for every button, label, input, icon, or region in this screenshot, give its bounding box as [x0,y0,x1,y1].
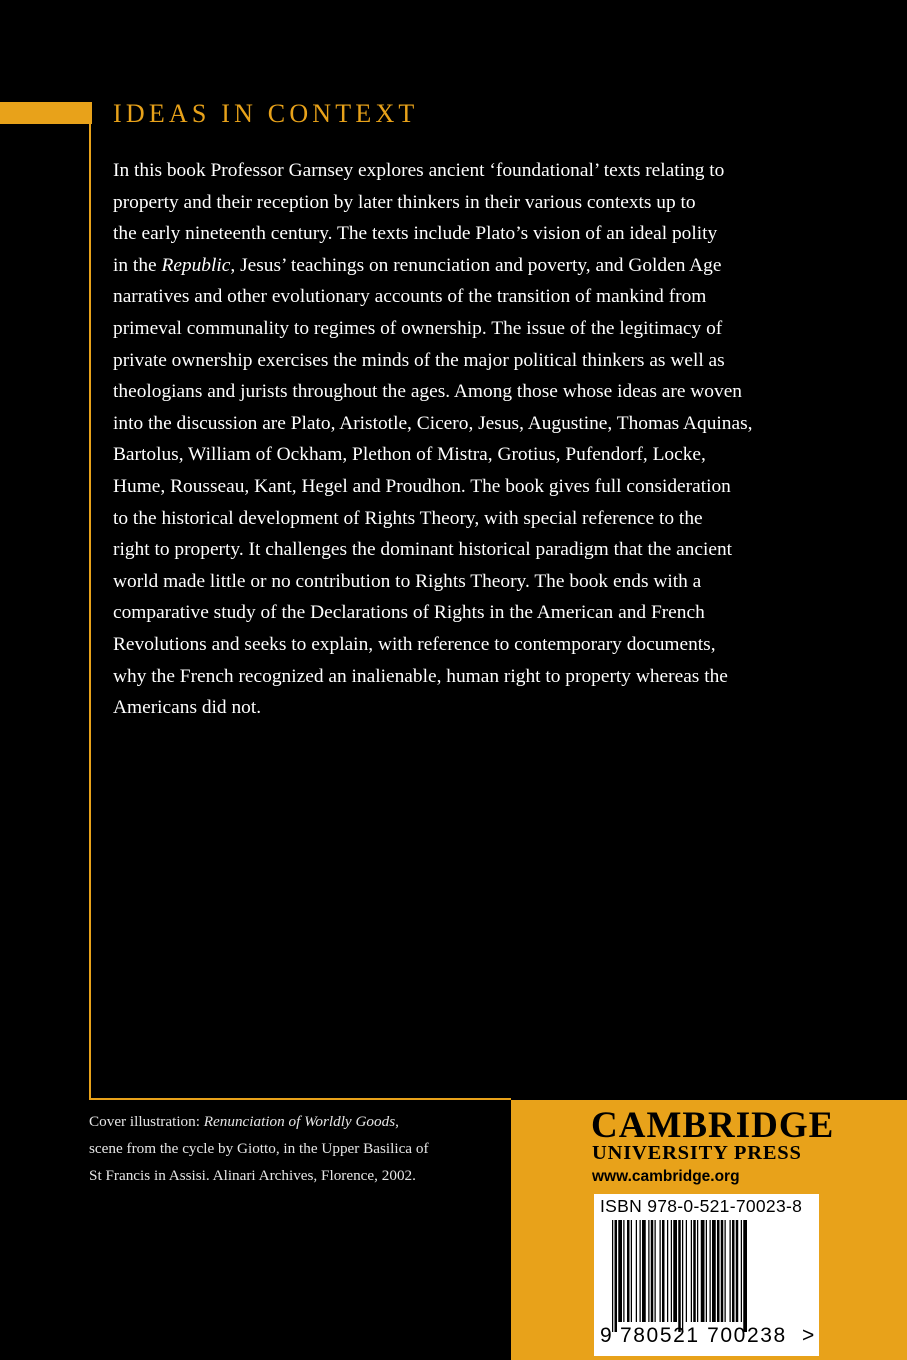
barcode-bar [732,1220,735,1322]
artwork-title: Renunciation of Worldly Goods [203,1113,396,1130]
barcode-bar [662,1220,665,1322]
barcode-bar [686,1220,687,1322]
barcode-bar [701,1220,705,1322]
barcode-bar [697,1220,698,1322]
barcode-bar [627,1220,630,1322]
blurb-line: Revolutions and seeks to explain, with reference to contemporary documents, [113,633,716,655]
barcode-bar [736,1220,739,1322]
barcode-bar [693,1220,696,1322]
blurb-line: private ownership exercises the minds of the major political thinkers as well as [113,349,725,371]
credit-line [89,1108,499,1135]
barcode-bar [743,1220,747,1332]
barcode-bar [636,1220,637,1322]
blurb-line: primeval communality to regimes of ownership. The issue of the legitimacy of [113,317,723,339]
publisher-url: www.cambridge.org [592,1168,740,1185]
frame-rule-bottom [89,1098,511,1100]
blurb-text: , Jesus’ teachings on renunciation and poverty, and Golden Age [230,254,722,276]
publisher-panel [511,1100,907,1360]
blurb-line: In this book Professor Garnsey explores ancient ‘foundational’ texts relating to [113,160,725,181]
blurb-line: Hume, Rousseau, Kant, Hegel and Proudhon. The book gives full consideration [113,475,731,497]
barcode-bar [678,1220,681,1332]
blurb-line: world made little or no contribution to Rights Theory. The book ends with a [113,570,702,592]
barcode-bar [612,1220,613,1332]
publisher-name: CAMBRIDGE [591,1105,835,1146]
barcode-bar [655,1220,656,1322]
barcode-bar [717,1220,720,1322]
barcode-bar [741,1220,742,1322]
barcode-bar [615,1220,618,1332]
book-description [113,155,813,724]
frame-rule-left [89,124,91,1100]
credit-text: Cover illustration: [89,1113,204,1130]
blurb-line: why the French recognized an inalienable, human right to property whereas the [113,665,728,687]
ean-quiet-zone-mark: > [802,1324,815,1347]
credit-line: St Francis in Assisi. Alinari Archives, Florence, 2002. [89,1167,416,1184]
publisher-subtitle: UNIVERSITY PRESS [592,1142,802,1164]
barcode-bars [598,1220,816,1336]
blurb-text: in the [113,254,162,276]
ean-first-digit: 9 [600,1324,612,1347]
barcode-bar [642,1220,646,1322]
series-title: IDEAS IN CONTEXT [113,99,419,128]
barcode-bar [691,1220,692,1322]
blurb-line: Bartolus, William of Ockham, Plethon of Mistra, Grotius, Pufendorf, Locke, [113,444,706,466]
barcode-bar [640,1220,641,1322]
barcode-bar [712,1220,716,1322]
barcode-bar [682,1220,683,1332]
barcode-bar [623,1220,624,1322]
blurb-line: comparative study of the Declarations of Rights in the American and French [113,602,705,624]
series-accent-bar [0,102,92,124]
credit-text: , [395,1113,399,1130]
barcode-bar [671,1220,672,1322]
blurb-line: property and their reception by later thinkers in their various contexts up to [113,191,696,213]
barcode-bar [631,1220,632,1322]
blurb-line: right to property. It challenges the dominant historical paradigm that the ancient [113,539,733,561]
isbn-label: ISBN 978-0-521-70023-8 [600,1196,803,1216]
barcode-bar [648,1220,649,1322]
blurb-line: the early nineteenth century. The texts include Plato’s vision of an ideal polity [113,223,718,245]
barcode-bar [667,1220,668,1322]
credit-line: scene from the cycle by Giotto, in the Upper Basilica of [89,1140,429,1157]
blurb-line: theologians and jurists throughout the ages. Among those whose ideas are woven [113,381,743,403]
barcode-bar [706,1220,707,1322]
barcode-bar [730,1220,731,1322]
cover-illustration-credit [89,1108,499,1189]
blurb-line: to the historical development of Rights Theory, with special reference to the [113,507,703,529]
barcode-bar [721,1220,724,1322]
blurb-line: narratives and other evolutionary accounts of the transition of mankind from [113,286,707,308]
blurb-line [113,250,813,282]
barcode-bar [710,1220,711,1322]
ean-digits: 780521 700238 [620,1324,787,1347]
isbn-barcode [594,1194,819,1356]
barcode-bar [618,1220,622,1322]
barcode-bar [651,1220,654,1322]
barcode-bar [673,1220,677,1322]
barcode-bar [725,1220,726,1322]
blurb-line: into the discussion are Plato, Aristotle, Cicero, Jesus, Augustine, Thomas Aquinas, [113,412,753,434]
barcode-bar [660,1220,661,1322]
blurb-line: Americans did not. [113,697,262,719]
republic-title: Republic [161,254,231,276]
